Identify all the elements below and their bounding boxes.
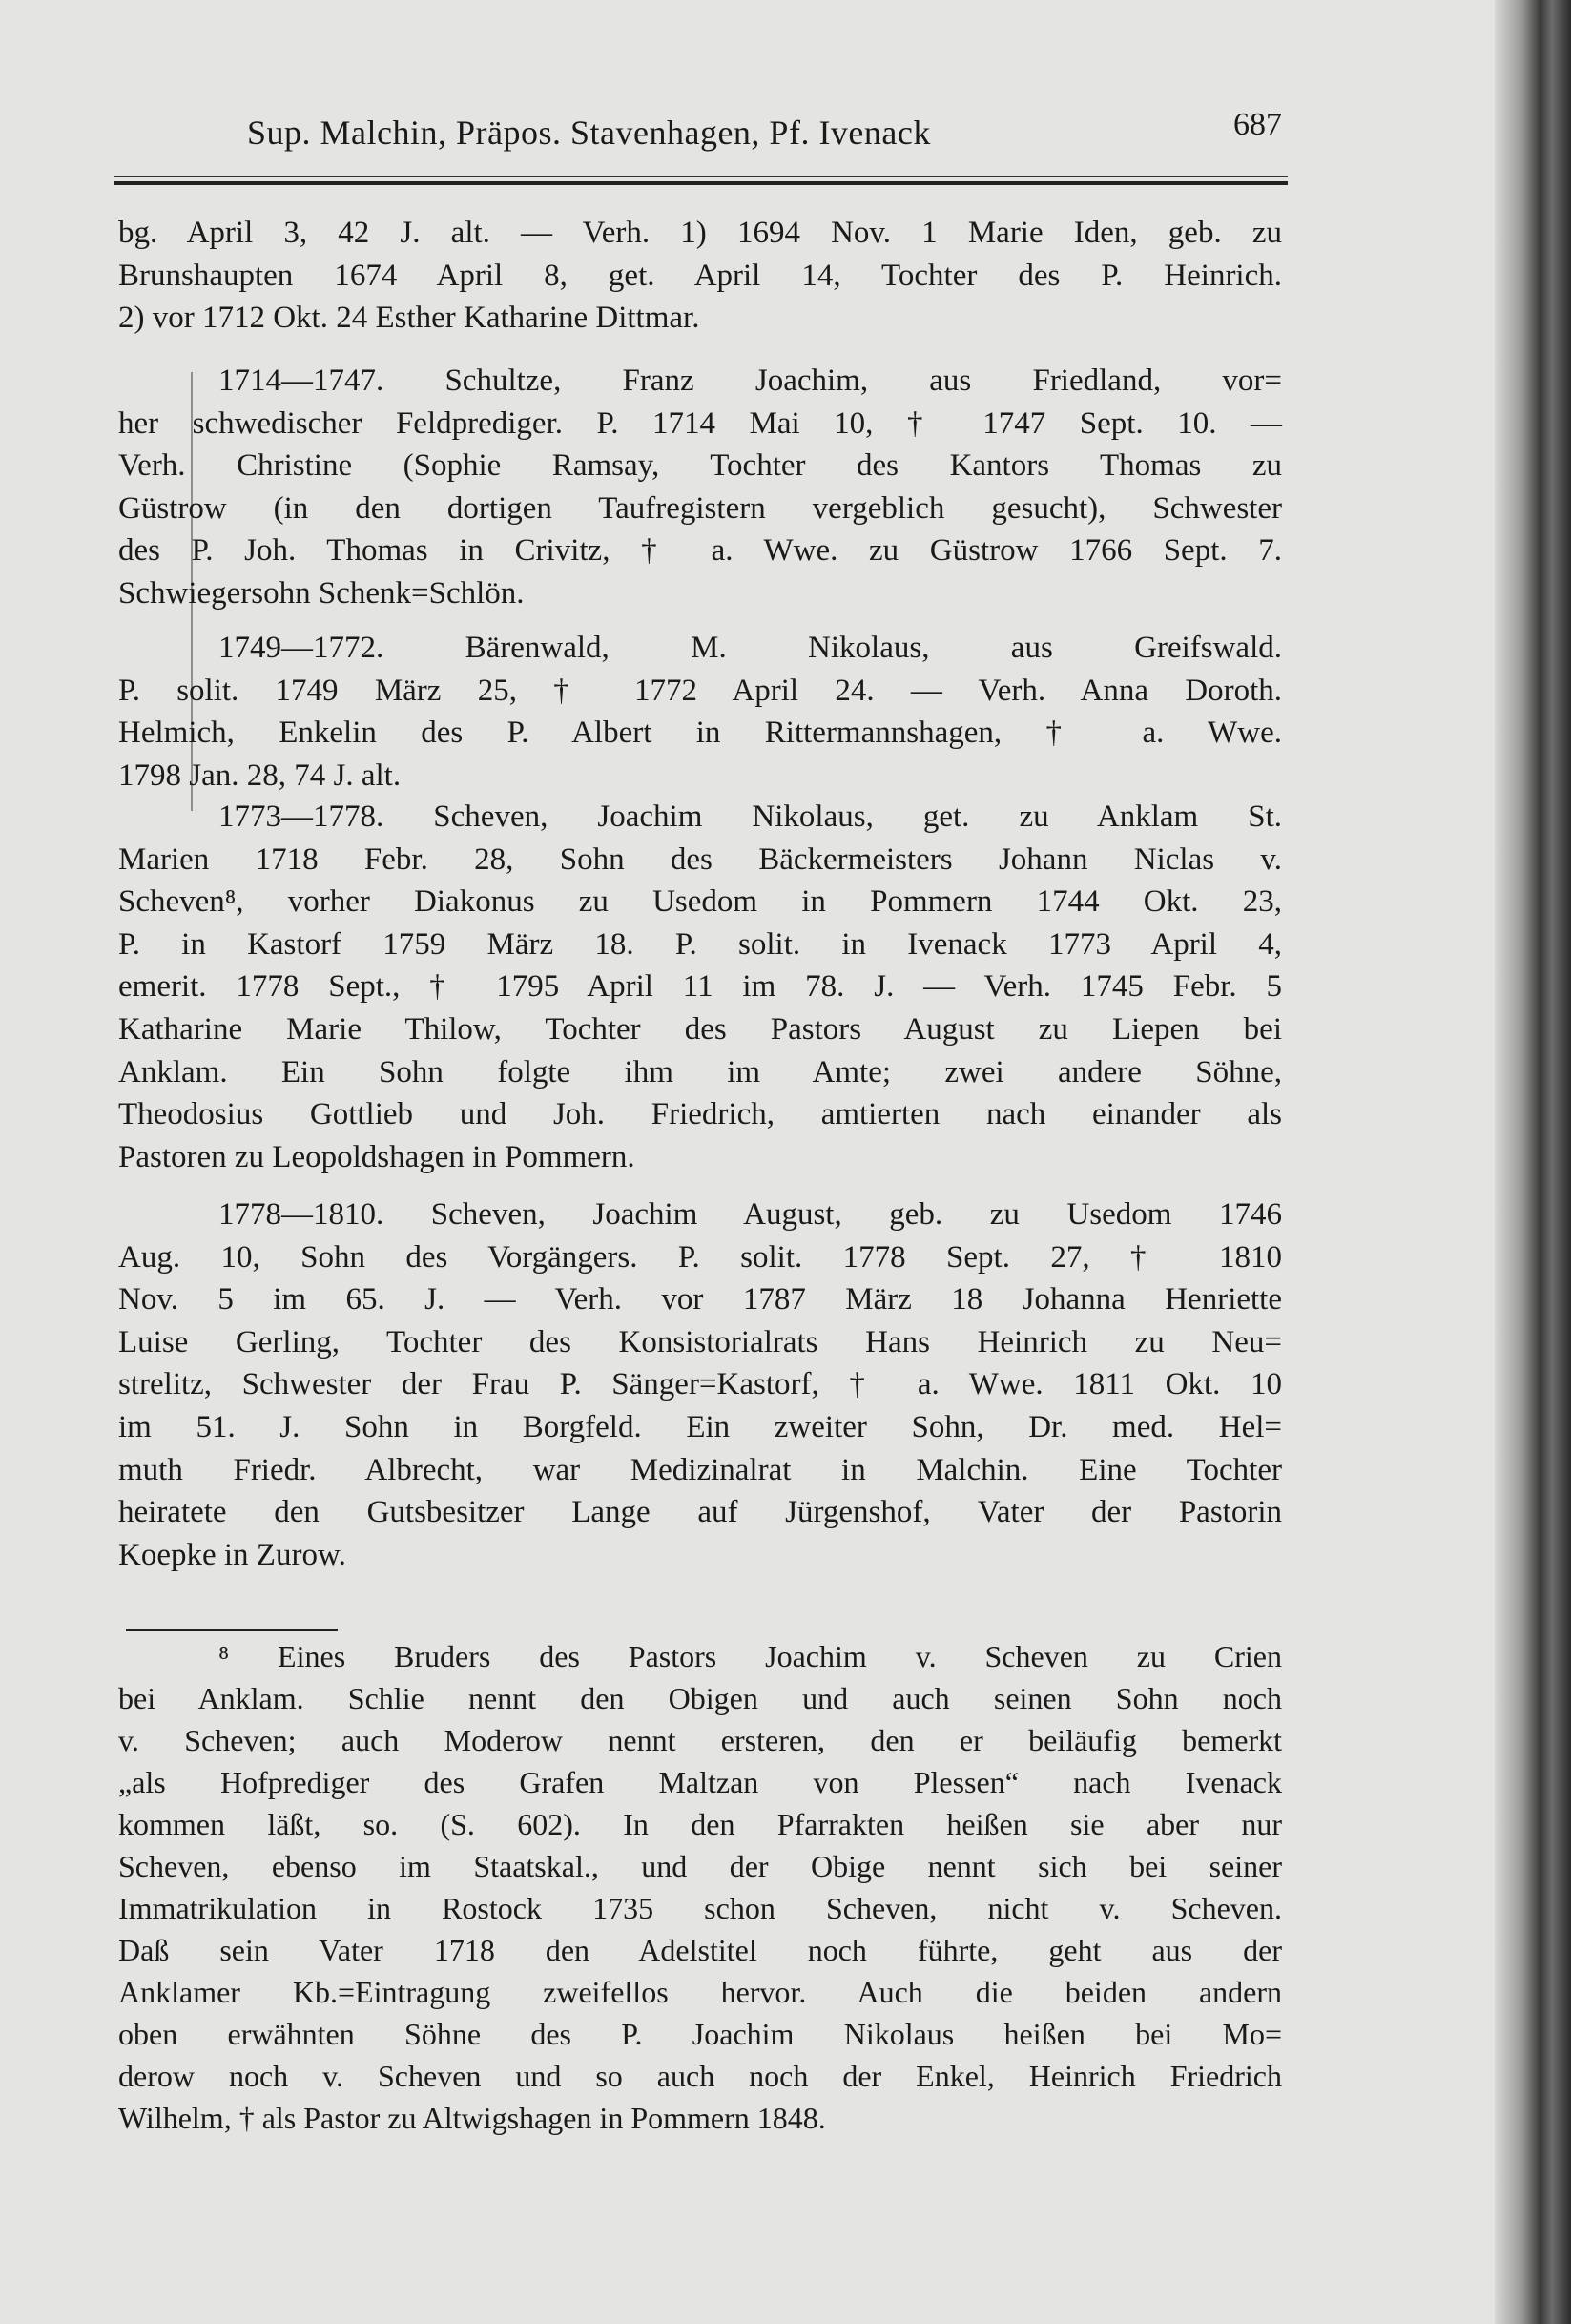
text-line: v. Scheven; auch Moderow nennt ersteren, den er beiläufig bemerkt (118, 1723, 1282, 1757)
text-line: muth Friedr. Albrecht, war Medizinalrat in Malchin. Eine Tochter (118, 1452, 1282, 1487)
text-line: emerit. 1778 Sept., † 1795 April 11 im 78. J. — Verh. 1745 Febr. 5 (118, 969, 1282, 1005)
text-line: Scheven⁸, vorher Diakonus zu Usedom in Pommern 1744 Okt. 23, (118, 884, 1282, 920)
text-line: Immatrikulation in Rostock 1735 schon Scheven, nicht v. Scheven. (118, 1891, 1282, 1925)
text-line: her schwedischer Feldprediger. P. 1714 Mai 10, † 1747 Sept. 10. — (118, 405, 1282, 441)
text-line: Wilhelm, † als Pastor zu Altwigshagen in Pommern 1848. (118, 2101, 826, 2135)
text-line: im 51. J. Sohn in Borgfeld. Ein zweiter Sohn, Dr. med. Hel= (118, 1409, 1282, 1444)
text-line: Theodosius Gottlieb und Joh. Friedrich, amtierten nach einander als (118, 1097, 1282, 1132)
text-line: Aug. 10, Sohn des Vorgängers. P. solit. 1778 Sept. 27, † 1810 (118, 1239, 1282, 1275)
text-line: Pastoren zu Leopoldshagen in Pommern. (118, 1139, 635, 1174)
footnote-8 (118, 1635, 1282, 2139)
text-line: Verh. Christine (Sophie Ramsay, Tochter des Kantors Thomas zu (118, 448, 1282, 484)
text-line: Koepke in Zurow. (118, 1537, 346, 1572)
paragraph-1 (118, 212, 1282, 340)
paragraph-4-scheven-joachim-nikolaus (118, 796, 1282, 1178)
paragraph-3-baerenwald (118, 627, 1282, 797)
text-line: kommen läßt, so. (S. 602). In den Pfarrakten heißen sie aber nur (118, 1807, 1282, 1841)
text-line: Anklamer Kb.=Eintragung zweifellos hervor. Auch die beiden andern (118, 1975, 1282, 2009)
text-line: P. in Kastorf 1759 März 18. P. solit. in Ivenack 1773 April 4, (118, 926, 1282, 962)
footnote-rule (126, 1629, 338, 1631)
text-line: 2) vor 1712 Okt. 24 Esther Katharine Dittmar. (118, 301, 700, 336)
text-line: des P. Joh. Thomas in Crivitz, † a. Wwe. zu Güstrow 1766 Sept. 7. (118, 533, 1282, 569)
text-line: Schwiegersohn Schenk=Schlön. (118, 575, 525, 611)
text-line: bg. April 3, 42 J. alt. — Verh. 1) 1694 Nov. 1 Marie Iden, geb. zu (118, 216, 1282, 250)
paragraph-5-scheven-joachim-august (118, 1193, 1282, 1576)
text-line: 1714—1747. Schultze, Franz Joachim, aus Friedland, vor= (218, 363, 1282, 398)
text-line: ⁸ Eines Bruders des Pastors Joachim v. Scheven zu Crien (218, 1639, 1282, 1673)
text-line: heiratete den Gutsbesitzer Lange auf Jürgenshof, Vater der Pastorin (118, 1495, 1282, 1530)
text-line: 1778—1810. Scheven, Joachim August, geb. zu Usedom 1746 (218, 1197, 1282, 1232)
text-line: 1773—1778. Scheven, Joachim Nikolaus, get. zu Anklam St. (218, 799, 1282, 834)
text-line: derow noch v. Scheven und so auch noch der Enkel, Heinrich Friedrich (118, 2059, 1282, 2093)
text-line: bei Anklam. Schlie nennt den Obigen und auch seinen Sohn noch (118, 1681, 1282, 1715)
page-number: 687 (1233, 107, 1282, 142)
text-line: oben erwähnten Söhne des P. Joachim Nikolaus heißen bei Mo= (118, 2017, 1282, 2051)
text-line: 1798 Jan. 28, 74 J. alt. (118, 757, 402, 793)
header-title: Sup. Malchin, Präpos. Stavenhagen, Pf. Ivenack (247, 114, 931, 152)
text-line: Helmich, Enkelin des P. Albert in Rittermannshagen, † a. Wwe. (118, 716, 1282, 751)
text-line: Nov. 5 im 65. J. — Verh. vor 1787 März 18 Johanna Henriette (118, 1282, 1282, 1318)
text-line: Luise Gerling, Tochter des Konsistorialrats Hans Heinrich zu Neu= (118, 1324, 1282, 1359)
text-line: Katharine Marie Thilow, Tochter des Pastors August zu Liepen bei (118, 1011, 1282, 1047)
text-line: Daß sein Vater 1718 den Adelstitel noch führte, geht aus der (118, 1933, 1282, 1967)
header-rule-thick (114, 181, 1288, 185)
header-rule (114, 176, 1288, 177)
text-line: Scheven, ebenso im Staatskal., und der Obige nennt sich bei seiner (118, 1849, 1282, 1883)
book-binding-shadow (1495, 0, 1571, 2324)
text-line: P. solit. 1749 März 25, † 1772 April 24. — Verh. Anna Doroth. (118, 673, 1282, 708)
running-header (118, 107, 1282, 160)
text-line: Brunshaupten 1674 April 8, get. April 14, Tochter des P. Heinrich. (118, 258, 1282, 293)
text-line: strelitz, Schwester der Frau P. Sänger=Kastorf, † a. Wwe. 1811 Okt. 10 (118, 1367, 1282, 1402)
paragraph-2-schultze (118, 360, 1282, 615)
text-line: Anklam. Ein Sohn folgte ihm im Amte; zwei andere Söhne, (118, 1054, 1282, 1089)
text-line: 1749—1772. Bärenwald, M. Nikolaus, aus Greifswald. (218, 631, 1282, 665)
text-line: „als Hofprediger des Grafen Maltzan von Plessen“ nach Ivenack (118, 1765, 1282, 1799)
text-line: Güstrow (in den dortigen Taufregistern vergeblich gesucht), Schwester (118, 490, 1282, 526)
text-line: Marien 1718 Febr. 28, Sohn des Bäckermeisters Johann Niclas v. (118, 841, 1282, 877)
